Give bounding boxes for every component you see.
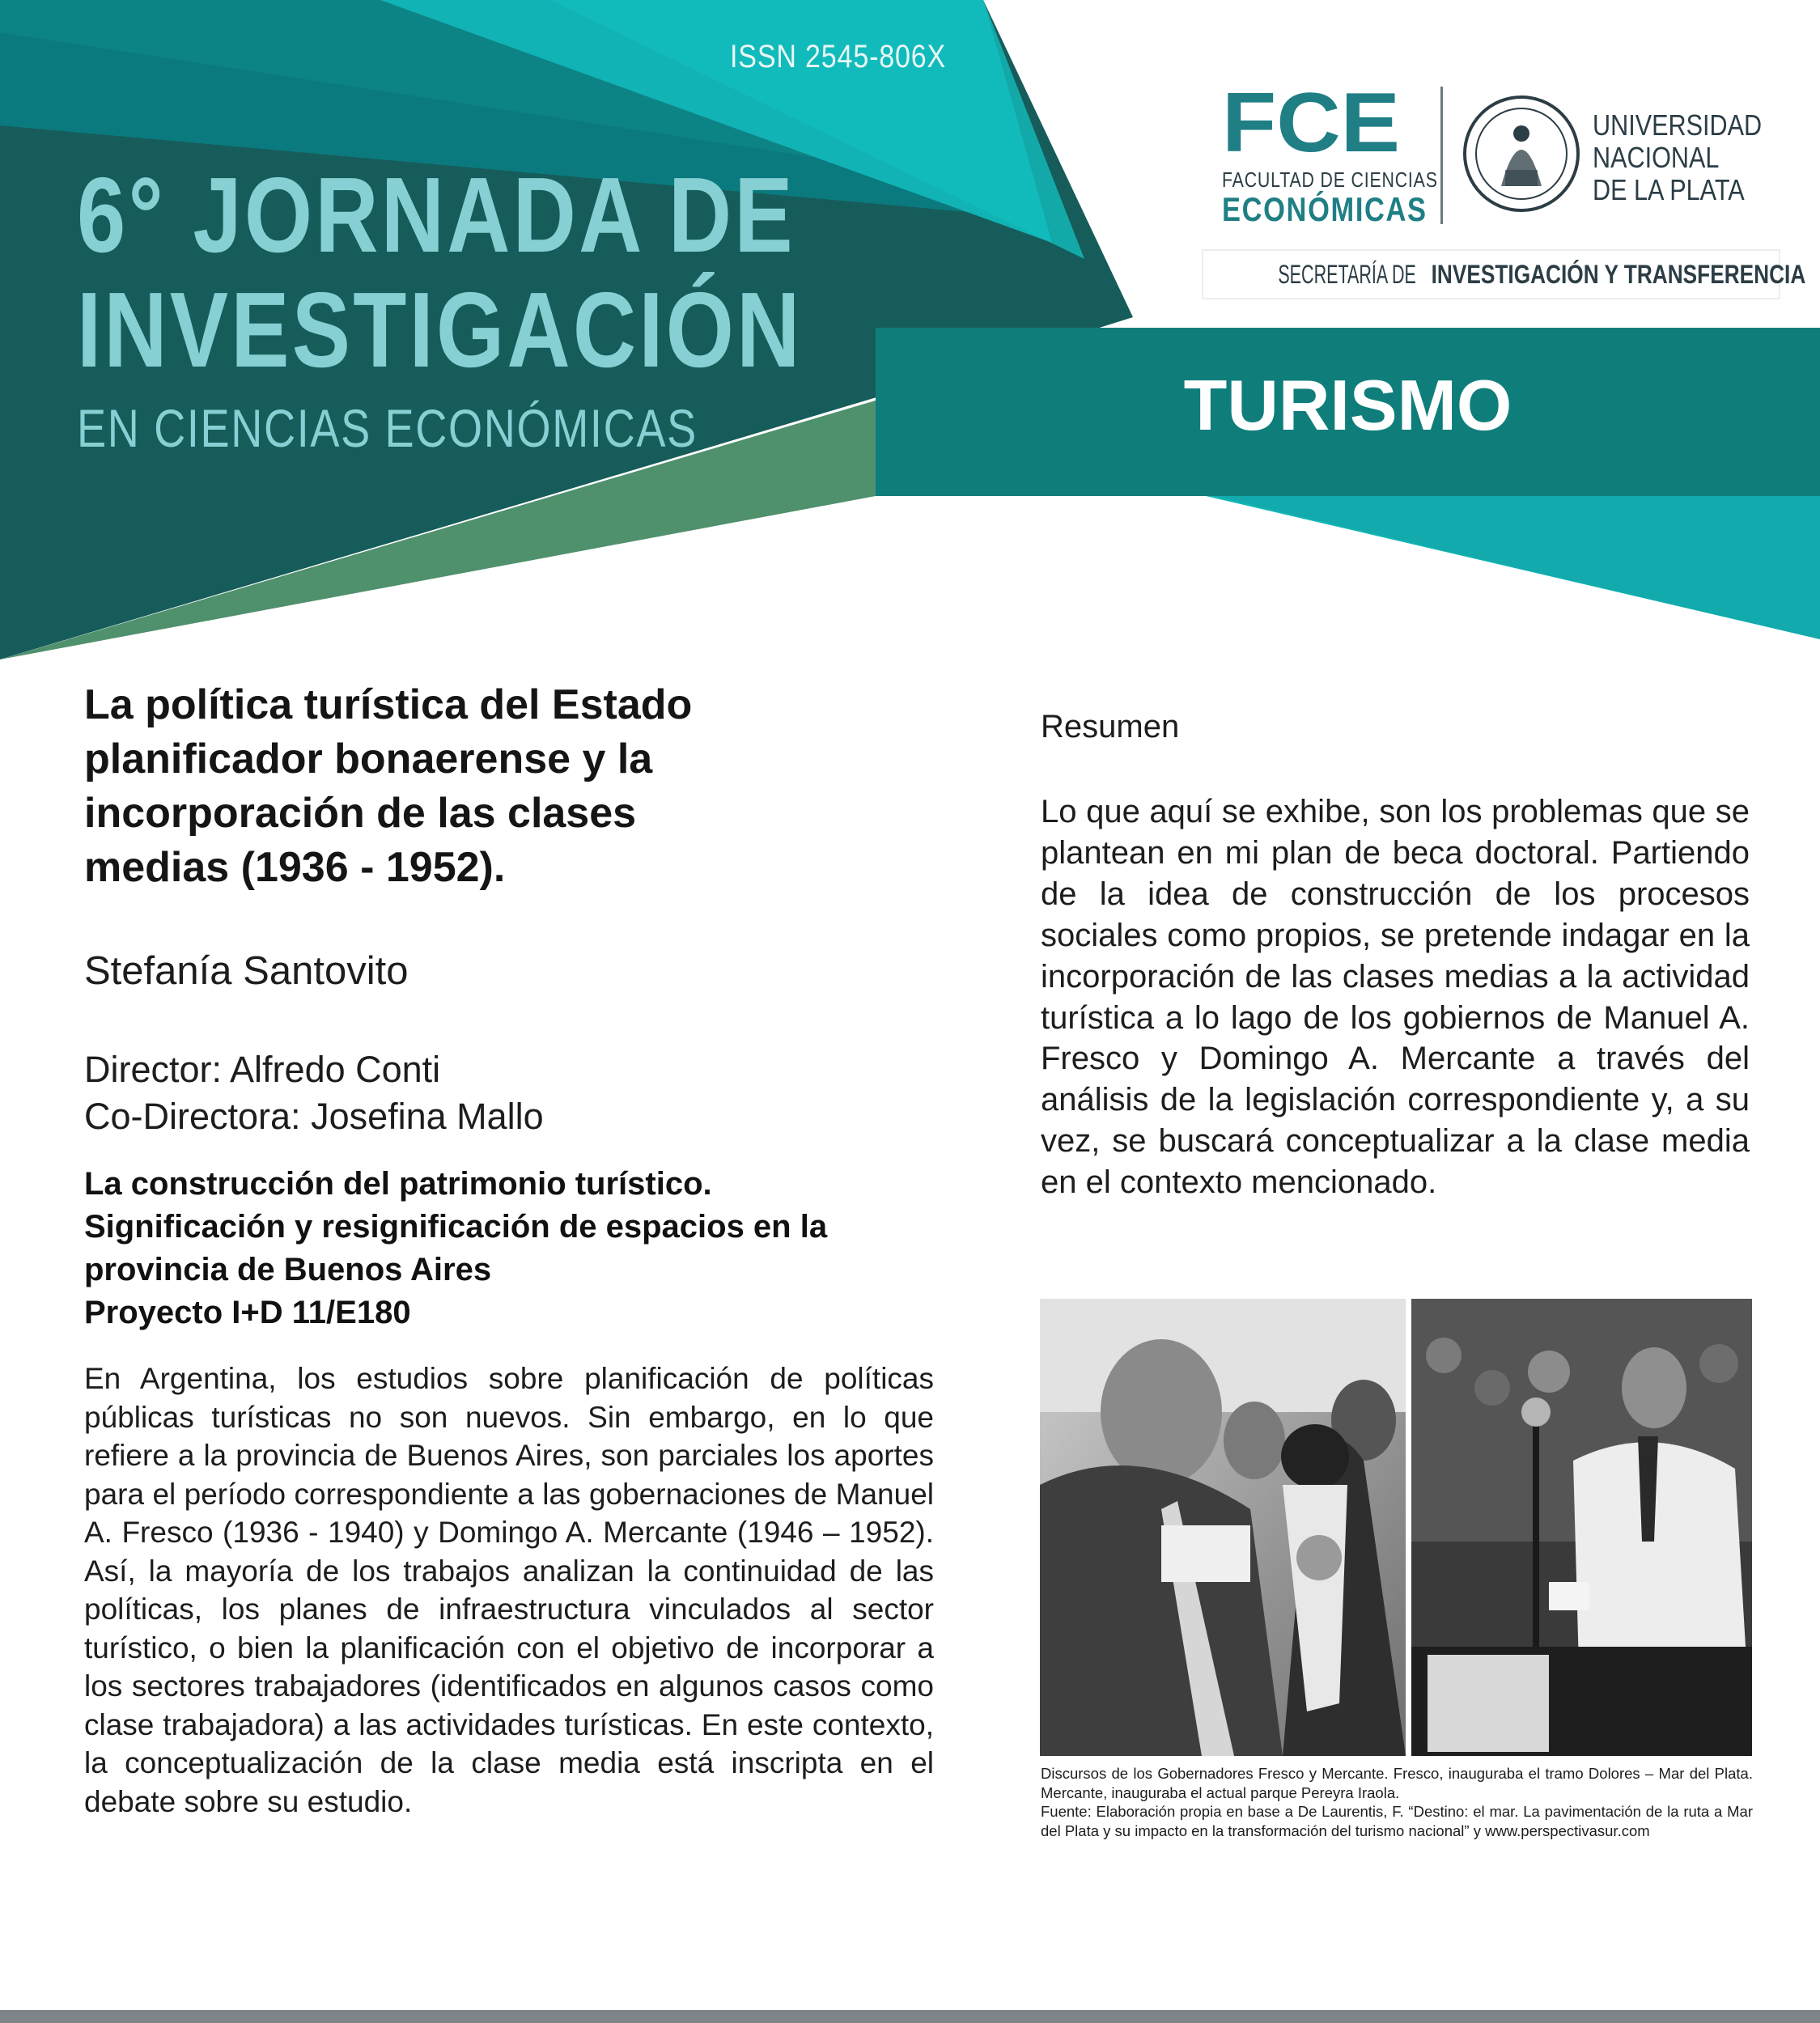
logo-divider bbox=[1440, 87, 1443, 224]
issn-label: ISSN 2545-806X bbox=[730, 39, 947, 74]
photo-caption bbox=[1041, 1764, 1753, 1840]
fce-logo-text: FCE bbox=[1222, 85, 1400, 158]
body-paragraph: En Argentina, los estudios sobre planificación de políticas públicas turísticas no son nuevos. Sin embargo, en lo que refiere a la provincia de Buenos Aires, son parciales los aportes para el período correspondiente a las gobernaciones de Manuel A. Fresco (1936 - 1940) y Domingo A. Mercante (1946 – 1952). Así, la mayoría de los trabajos analizan la continuidad de las políticas, los planes de infraestructura vinculados al sector turístico, o bien la planificación con el objetivo de incorporar a los sectores trabajadores (identificados en algunos casos como clase trabajadora) a las actividades turísticas. En este contexto, la conceptualización de la clase media está inscripta en el debate sobre su estudio. bbox=[84, 1362, 934, 1818]
unlp-seal-icon bbox=[1461, 89, 1582, 218]
resumen-heading: Resumen bbox=[1041, 709, 1180, 744]
secretaria-prefix: SECRETARÍA DE bbox=[1278, 260, 1416, 289]
fce-logo-icon bbox=[1222, 85, 1400, 158]
fce-line-2: ECONÓMICAS bbox=[1222, 190, 1428, 228]
event-title-line-1: 6° JORNADA DE bbox=[77, 155, 795, 274]
unlp-line-2: NACIONAL bbox=[1593, 141, 1720, 174]
photo-source-text: Fuente: Elaboración propia en base a De Laurentis, F. “Destino: el mar. La pavimentación de la ruta a Mar del Plata y su impacto en la transformación del turismo nacional” y www.perspectivasur.com bbox=[1041, 1803, 1753, 1839]
event-title-line-2: INVESTIGACIÓN bbox=[77, 270, 803, 389]
footer-bar bbox=[0, 2010, 1820, 2023]
codirector: Co-Directora: Josefina Mallo bbox=[84, 1096, 544, 1137]
photo-fresco-image bbox=[1040, 1299, 1406, 1756]
author-name: Stefanía Santovito bbox=[84, 949, 409, 993]
project-line: provincia de Buenos Aires bbox=[84, 1252, 492, 1287]
secretaria-label bbox=[1202, 249, 1806, 299]
project-title bbox=[84, 1163, 934, 1334]
historic-photos bbox=[1040, 1299, 1752, 1756]
photo-mercante bbox=[1411, 1299, 1752, 1756]
photo-caption-text: Discursos de los Gobernadores Fresco y Mercante. Fresco, inauguraba el tramo Dolores – Mar del Plata. Mercante, inauguraba el actual parque Pereyra Iraola. bbox=[1041, 1765, 1753, 1801]
resumen-paragraph: Lo que aquí se exhibe, son los problemas que se plantean en mi plan de beca doctoral. Partiendo de la idea de construcción de los procesos sociales como propios, se pretende indagar en la incorporación de las clases medias a la actividad turística a lo lago de los gobiernos de Manuel A. Fresco y Domingo A. Mercante a través del análisis de la legislación correspondiente y, a su vez, se buscará conceptualizar a la clase media en el contexto mencionado. bbox=[1041, 794, 1750, 1201]
paper-title-line: incorporación de las clases bbox=[84, 790, 637, 837]
directors bbox=[84, 1046, 934, 1140]
event-title bbox=[77, 155, 803, 458]
photo-fresco bbox=[1040, 1299, 1406, 1756]
director: Director: Alfredo Conti bbox=[84, 1049, 441, 1090]
project-line: Significación y resignificación de espacios en la bbox=[84, 1209, 828, 1245]
unlp-line-3: DE LA PLATA bbox=[1593, 173, 1745, 206]
unlp-line-1: UNIVERSIDAD bbox=[1593, 108, 1763, 142]
photo-mercante-image bbox=[1411, 1299, 1752, 1756]
unlp-name bbox=[1593, 109, 1762, 206]
paper-title-line: planificador bonaerense y la bbox=[84, 736, 653, 782]
section-title: TURISMO bbox=[1183, 365, 1512, 445]
section-banner bbox=[876, 328, 1820, 496]
institution-logos bbox=[1198, 77, 1780, 239]
fce-line-1: FACULTAD DE CIENCIAS bbox=[1222, 168, 1438, 192]
event-title-line-3: EN CIENCIAS ECONÓMICAS bbox=[77, 398, 698, 458]
paper-title bbox=[84, 678, 796, 895]
secretaria-bold: INVESTIGACIÓN Y TRANSFERENCIA bbox=[1431, 260, 1806, 289]
project-line: Proyecto I+D 11/E180 bbox=[84, 1295, 411, 1330]
paper-title-line: La política turística del Estado bbox=[84, 681, 693, 728]
project-line: La construcción del patrimonio turístico. bbox=[84, 1166, 712, 1202]
paper-title-line: medias (1936 - 1952). bbox=[84, 844, 506, 891]
